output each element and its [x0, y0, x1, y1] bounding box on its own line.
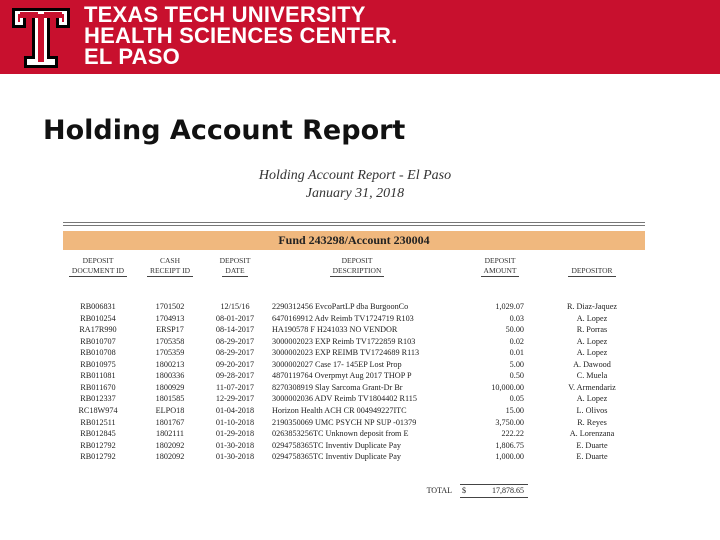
column-header: [60, 256, 136, 277]
cell-receipt-id: 1801767: [155, 417, 185, 427]
cell-document-id: RB010707: [80, 336, 116, 346]
cell-description: Horizon Health ACH CR 004949227ITC: [272, 405, 407, 415]
cell-description: 3000002023 EXP REIMB TV1724689 R113: [272, 348, 420, 358]
cell-amount: 0.03: [509, 313, 524, 323]
column-header-line1: DEPOSIT: [82, 256, 114, 265]
cell-date: 09-20-2017: [215, 359, 255, 369]
cell-description: 3000002027 Case 17- 145EP Lost Prop: [272, 359, 402, 369]
cell-receipt-id: 1802111: [155, 429, 185, 439]
cell-depositor: L. Olivos: [576, 405, 608, 415]
cell-date: 01-04-2018: [215, 405, 255, 415]
cell-receipt-id: 1705358: [155, 336, 185, 346]
cell-amount: 222.22: [501, 429, 524, 439]
column-header-line1: DEPOSIT: [219, 256, 251, 265]
cell-receipt-id: ERSP17: [156, 325, 184, 335]
cell-receipt-id: 1801585: [155, 394, 185, 404]
divider-line: [63, 222, 645, 223]
cell-depositor: A. Lopez: [576, 394, 608, 404]
cell-receipt-id: 1800929: [155, 382, 185, 392]
cell-date: 01-29-2018: [215, 429, 255, 439]
cell-receipt-id: 1705359: [155, 348, 185, 358]
cell-amount: 1,000.00: [495, 452, 524, 462]
cell-amount: 0.01: [509, 348, 524, 358]
institution-line-2: HEALTH SCIENCES CENTER.: [84, 23, 398, 48]
cell-description: 2190350069 UMC PSYCH NP SUP -01379: [272, 417, 417, 427]
cell-description: 3000002023 EXP Reimb TV1722859 R103: [272, 336, 416, 346]
column-header-line2: DOCUMENT ID: [69, 266, 127, 277]
cell-amount: 0.50: [509, 371, 524, 381]
cell-amount: 1,806.75: [495, 440, 524, 450]
column-header-line2: DEPOSITOR: [568, 266, 615, 277]
cell-amount: 5.00: [509, 359, 524, 369]
column-header: [544, 256, 640, 277]
cell-description: 0294758365TC Inventiv Duplicate Pay: [272, 440, 401, 450]
column-header-line2: RECEIPT ID: [147, 266, 193, 277]
column-header: [202, 256, 268, 277]
cell-amount: 10,000.00: [491, 382, 524, 392]
cell-description: 0263853256TC Unknown deposit from E: [272, 429, 409, 439]
total-label: TOTAL: [426, 486, 452, 495]
cell-depositor: A. Lopez: [576, 313, 608, 323]
column-header-line2: AMOUNT: [481, 266, 520, 277]
cell-date: 08-14-2017: [215, 325, 255, 335]
cell-date: 12/15/16: [220, 302, 250, 311]
cell-document-id: RB012511: [80, 417, 116, 427]
column-header-line2: DATE: [222, 266, 247, 277]
cell-date: 01-10-2018: [215, 417, 255, 427]
cell-date: 08-01-2017: [215, 313, 255, 323]
cell-document-id: RA17R990: [79, 325, 117, 335]
cell-document-id: RB012792: [80, 440, 116, 450]
column-header: [472, 256, 528, 277]
column-header-line1: [544, 256, 640, 266]
cell-receipt-id: 1800336: [155, 371, 185, 381]
column-header-line1: CASH: [159, 256, 180, 265]
cell-depositor: A. Dawood: [573, 359, 611, 369]
cell-document-id: RB012792: [80, 452, 116, 462]
report-title: Holding Account Report - El Paso: [258, 168, 452, 183]
cell-depositor: C. Muela: [576, 371, 608, 381]
report-heading: [200, 167, 510, 203]
cell-depositor: R. Reyes: [577, 417, 607, 427]
cell-receipt-id: ELPO18: [155, 405, 185, 415]
column-header-line1: DEPOSIT: [341, 256, 373, 265]
header-banner: [0, 0, 720, 74]
cell-amount: 3,750.00: [495, 417, 524, 427]
cell-document-id: RB011670: [80, 382, 116, 392]
cell-document-id: RB012845: [80, 429, 116, 439]
cell-receipt-id: 1800213: [155, 359, 185, 369]
cell-description: 6470169912 Adv Reimb TV1724719 R103: [272, 313, 414, 323]
cell-receipt-id: 1802092: [155, 440, 185, 450]
institution-line-1: TEXAS TECH UNIVERSITY: [84, 2, 366, 27]
cell-date: 09-28-2017: [215, 371, 255, 381]
cell-depositor: A. Lopez: [576, 348, 608, 358]
cell-amount: 0.02: [509, 336, 524, 346]
cell-date: 11-07-2017: [216, 382, 254, 392]
column-header-line1: DEPOSIT: [484, 256, 516, 265]
cell-receipt-id: 1802092: [155, 452, 185, 462]
cell-date: 08-29-2017: [215, 348, 255, 358]
cell-receipt-id: 1704913: [155, 313, 185, 323]
institution-line-3: EL PASO: [84, 44, 180, 69]
cell-description: 2290312456 EvcoPartLP dba BurgoonCo: [272, 302, 409, 311]
column-header-line2: DESCRIPTION: [330, 266, 385, 277]
cell-amount: 0.05: [509, 394, 524, 404]
fund-account-bar: Fund 243298/Account 230004: [63, 231, 645, 250]
cell-amount: 1,029.07: [495, 302, 524, 311]
total-amount: 17,878.65: [492, 486, 524, 495]
cell-depositor: V. Armendariz: [568, 382, 616, 392]
cell-document-id: RB006831: [80, 302, 116, 311]
cell-depositor: E. Duarte: [576, 452, 608, 462]
cell-date: 01-30-2018: [215, 452, 255, 462]
cell-receipt-id: 1701502: [155, 302, 185, 311]
cell-depositor: R. Porras: [576, 325, 608, 335]
cell-document-id: RB012337: [80, 394, 116, 404]
cell-depositor: E. Duarte: [576, 440, 608, 450]
cell-depositor: A. Lorenzana: [569, 429, 615, 439]
cell-amount: 50.00: [505, 325, 524, 335]
cell-document-id: RB010254: [80, 313, 116, 323]
cell-document-id: RB010708: [80, 348, 116, 358]
cell-description: 4870119764 Overpmyt Aug 2017 THOP P: [272, 371, 412, 381]
cell-date: 01-30-2018: [215, 440, 255, 450]
cell-amount: 15.00: [505, 405, 524, 415]
total-currency: $: [462, 486, 466, 495]
cell-document-id: RB011081: [80, 371, 116, 381]
cell-document-id: RB010975: [80, 359, 116, 369]
institution-name: [84, 4, 397, 67]
slide-title: Holding Account Report: [43, 115, 406, 146]
column-header: [136, 256, 204, 277]
cell-description: 8270308919 Slay Sarcoma Grant-Dr Br: [272, 382, 403, 392]
divider-line: [63, 225, 645, 226]
cell-document-id: RC18W974: [78, 405, 118, 415]
cell-depositor: R. Diaz-Jaquez: [566, 302, 617, 311]
cell-depositor: A. Lopez: [576, 336, 608, 346]
double-t-logo-icon: [6, 2, 76, 72]
cell-description: HA190578 F H241033 NO VENDOR: [272, 325, 398, 335]
cell-description: 0294758365TC Inventiv Duplicate Pay: [272, 452, 401, 462]
cell-date: 12-29-2017: [215, 394, 255, 404]
report-date: January 31, 2018: [305, 186, 405, 201]
column-header: [292, 256, 422, 277]
cell-description: 3000002036 ADV Reimb TV1804402 R115: [272, 394, 417, 404]
cell-date: 08-29-2017: [215, 336, 255, 346]
